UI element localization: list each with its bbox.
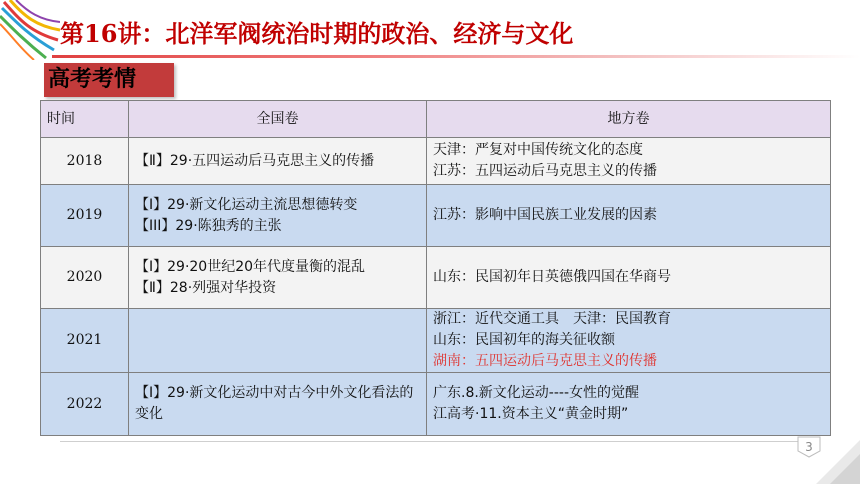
- year-cell: 2019: [41, 185, 129, 247]
- decorative-ribbons-graphic: [0, 0, 60, 60]
- local-item-highlighted: 湖南：五四运动后马克思主义的传播: [433, 353, 657, 369]
- local-item: 江苏：影响中国民族工业发展的因素: [433, 207, 657, 223]
- local-item: 浙江：近代交通工具 天津：民国教育: [433, 311, 671, 327]
- local-cell: [427, 247, 831, 309]
- national-item: 【III】29·陈独秀的主张: [135, 217, 282, 234]
- national-item: 【Ⅰ】29·20世纪20年代度量衡的混乱: [135, 258, 366, 275]
- national-cell: [129, 309, 427, 373]
- year-cell: 2018: [41, 138, 129, 185]
- local-item: 江苏：五四运动后马克思主义的传播: [433, 163, 657, 179]
- local-item: 山东：民国初年的海关征收额: [433, 332, 615, 348]
- local-item: 广东.8.新文化运动----女性的觉醒: [433, 385, 640, 401]
- table-row: [41, 247, 831, 309]
- national-item: 【Ⅱ】28·列强对华投资: [135, 279, 277, 296]
- table-row: [41, 309, 831, 373]
- national-cell: [129, 185, 427, 247]
- year-cell: 2022: [41, 373, 129, 436]
- national-item: 【Ⅰ】29·新文化运动主流思想德转变: [135, 196, 358, 213]
- year-cell: 2021: [41, 309, 129, 373]
- year-cell: 2020: [41, 247, 129, 309]
- local-cell: [427, 185, 831, 247]
- header-national: 全国卷: [129, 101, 427, 138]
- local-cell: [427, 138, 831, 185]
- section-badge: 高考考情: [44, 63, 174, 97]
- corner-fold-graphic: [816, 440, 860, 484]
- exam-table: [40, 100, 831, 436]
- table-header-row: [41, 101, 831, 138]
- table-row: [41, 185, 831, 247]
- national-item: 【Ⅱ】29·五四运动后马克思主义的传播: [135, 152, 375, 169]
- national-cell: [129, 373, 427, 436]
- local-cell: [427, 309, 831, 373]
- local-cell: [427, 373, 831, 436]
- header-local: 地方卷: [427, 101, 831, 138]
- table-row: [41, 138, 831, 185]
- header-time: 时间: [41, 101, 129, 138]
- national-cell: [129, 247, 427, 309]
- local-item: 山东：民国初年日英德俄四国在华商号: [433, 269, 671, 285]
- table-row: [41, 373, 831, 436]
- local-item: 天津：严复对中国传统文化的态度: [433, 142, 643, 158]
- footer-divider: [60, 441, 800, 442]
- national-item: 【Ⅰ】29·新文化运动中对古今中外文化看法的变化: [135, 385, 414, 422]
- slide-title: 第16讲：北洋军阀统治时期的政治、经济与文化: [60, 19, 574, 48]
- national-cell: [129, 138, 427, 185]
- title-underline: [52, 55, 860, 58]
- page-number-text: 3: [805, 440, 813, 454]
- local-item: 江高考·11.资本主义“黄金时期”: [433, 406, 629, 422]
